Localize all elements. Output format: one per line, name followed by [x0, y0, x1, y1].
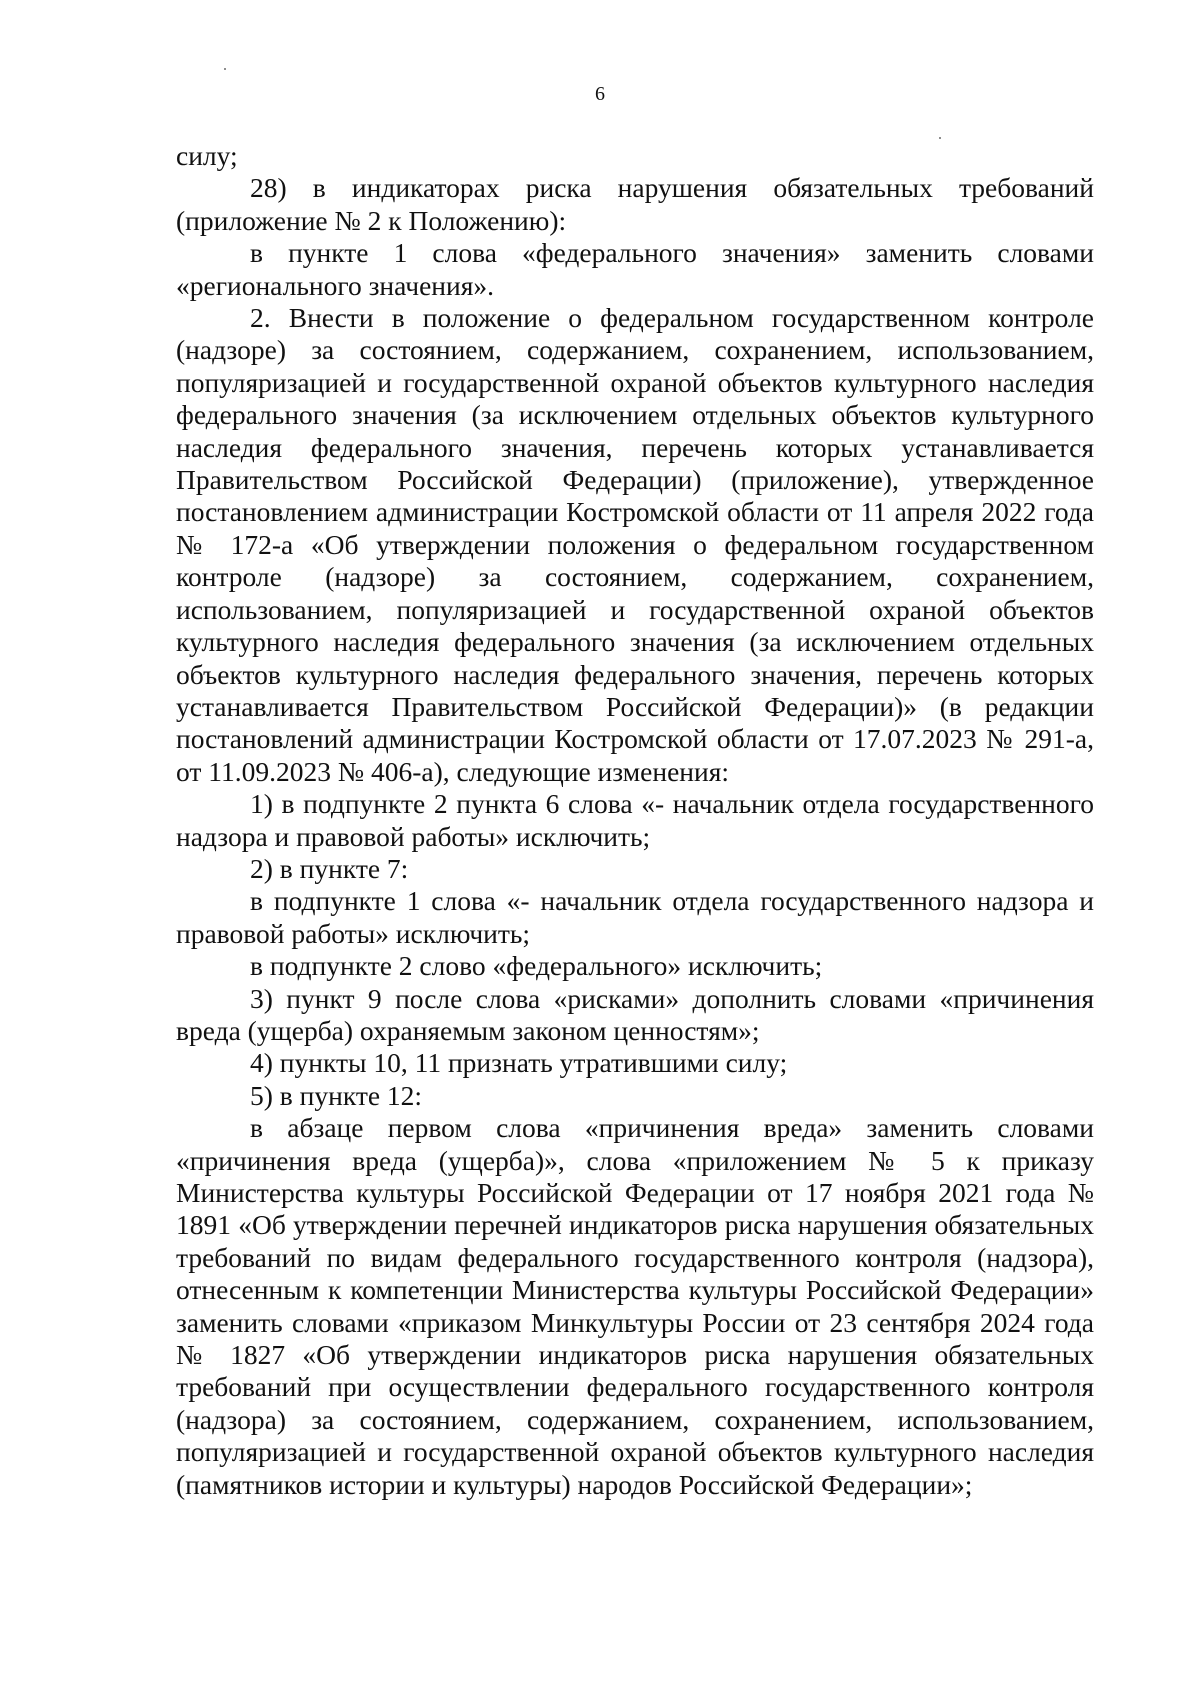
- page-number: 6: [595, 83, 605, 105]
- paragraph-closing-fragment: силу;: [176, 140, 238, 171]
- paragraph-item-28-point-1: в пункте 1 слова «федерального значения» заменить словами «регионального значения».: [176, 237, 1094, 301]
- document-body: [176, 140, 1094, 1501]
- paragraph-change-2: 2) в пункте 7:: [250, 852, 409, 884]
- paragraph-change-5: 5) в пункте 12:: [250, 1079, 423, 1111]
- scan-speck: [939, 137, 941, 139]
- paragraph-section-2: 2. Внести в положение о федеральном государственном контроле (надзоре) за состоянием, содержанием, сохранением, использованием, популяризацией и государственной охраной объектов культурного наследия федерального значения (за исключением отдельных объектов культурного наследия федерального значения, перечень которых устанавливается Правительством Российской Федерации) (приложение), утвержденное постановлением администрации Костромской области от 11 апреля 2022 года № 172-а «Об утверждении положения о федеральном государственном контроле (надзоре) за состоянием, содержанием, сохранением, использованием, популяризацией и государственной охраной объектов культурного наследия федерального значения (за исключением отдельных объектов культурного наследия федерального значения, перечень которых устанавливается Правительством Российской Федерации)» (в редакции постановлений администрации Костромской области от 17.07.2023 № 291-а, от 11.09.2023 № 406-а), следующие изменения:: [176, 302, 1094, 787]
- paragraph-change-5-first-abzac: в абзаце первом слова «причинения вреда» заменить словами «причинения вреда (ущерба)», слова «приложением № 5 к приказу Министерства культуры Российской Федерации от 17 ноября 2021 года № 1891 «Об утверждении перечней индикаторов риска нарушения обязательных требований по видам федерального государственного контроля (надзора), отнесенным к компетенции Министерства культуры Российской Федерации» заменить словами «приказом Минкультуры России от 23 сентября 2024 года № 1827 «Об утверждении индикаторов риска нарушения обязательных требований при осуществлении федерального государственного контроля (надзора) за состоянием, содержанием, сохранением, использованием, популяризацией и государственной охраной объектов культурного наследия (памятников истории и культуры) народов Российской Федерации»;: [176, 1112, 1094, 1500]
- paragraph-change-2-subpoint-1: в подпункте 1 слова «- начальник отдела государственного надзора и правовой работы» исключить;: [176, 885, 1094, 949]
- paragraph-change-1: 1) в подпункте 2 пункта 6 слова «- начальник отдела государственного надзора и правовой работы» исключить;: [176, 788, 1094, 852]
- paragraph-item-28: 28) в индикаторах риска нарушения обязательных требований (приложение № 2 к Положению):: [176, 172, 1094, 236]
- scan-speck: [224, 68, 226, 70]
- paragraph-change-2-subpoint-2: в подпункте 2 слово «федерального» исключить;: [250, 950, 823, 982]
- paragraph-change-3: 3) пункт 9 после слова «рисками» дополнить словами «причинения вреда (ущерба) охраняемым законом ценностям»;: [176, 982, 1094, 1046]
- paragraph-change-4: 4) пункты 10, 11 признать утратившими силу;: [250, 1047, 788, 1079]
